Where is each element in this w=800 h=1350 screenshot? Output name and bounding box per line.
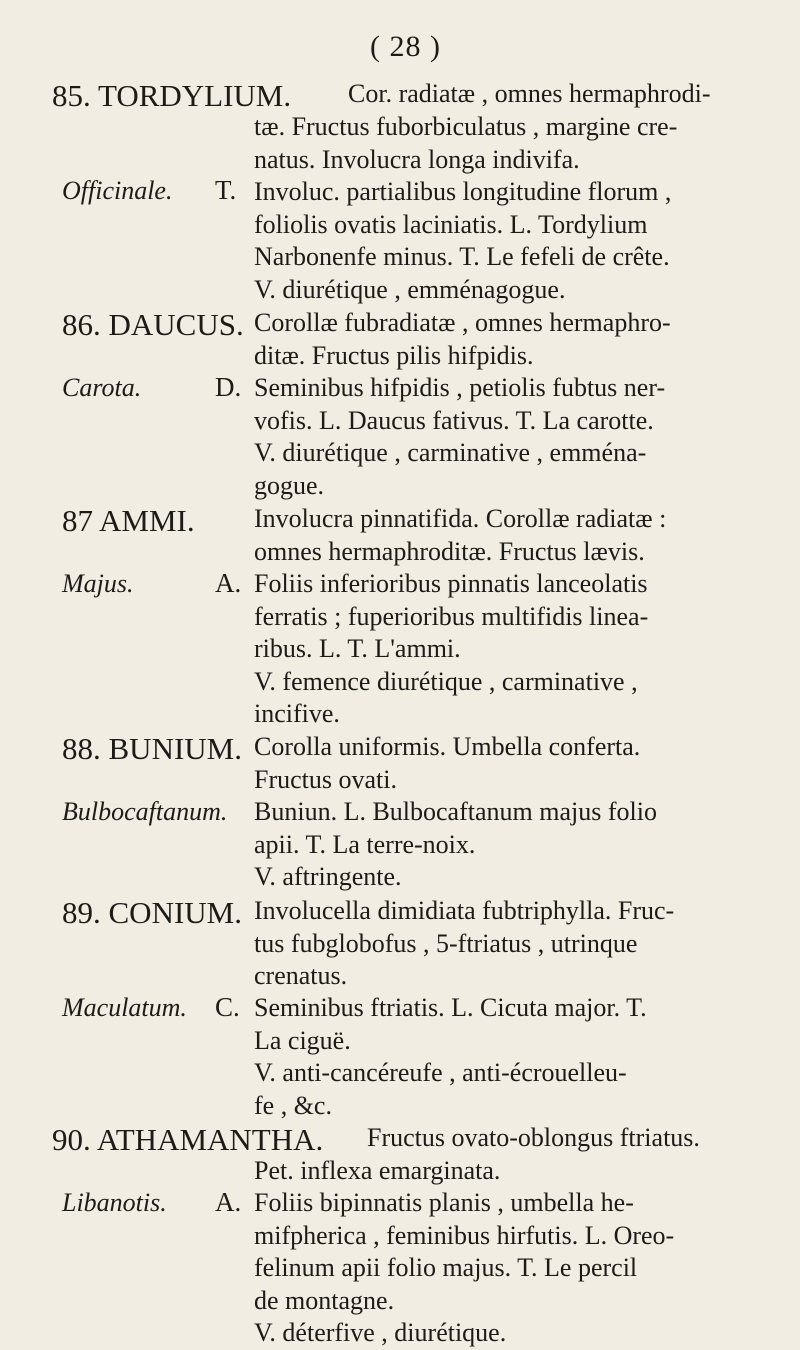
description-line: Corollæ fubradiatæ , omnes hermaphro-	[254, 308, 671, 337]
description-line: de montagne.	[254, 1285, 395, 1315]
description-line: Pet. inflexa emarginata.	[254, 1156, 501, 1185]
species-name: Majus.	[62, 569, 134, 598]
genus-heading: 88. BUNIUM.	[62, 731, 242, 766]
genus-heading: 90. ATHAMANTHA.	[52, 1122, 324, 1157]
species-description	[254, 1187, 784, 1350]
description-line: Involuc. partialibus longitudine florum ,	[254, 177, 672, 206]
species-description	[254, 992, 784, 1122]
description-line: Cor. radiatæ , omnes hermaphrodi-	[348, 79, 711, 108]
description-line: ribus. L. T. L'ammi.	[254, 634, 461, 663]
genus-description	[254, 731, 784, 796]
description-line: foliolis ovatis laciniatis. L. Tordylium	[254, 209, 648, 239]
species-name: Libanotis.	[62, 1188, 167, 1217]
species-grade: A.	[215, 568, 242, 598]
genus-description	[254, 895, 784, 993]
description-line: Narbonenfe minus. T. Le fefeli de crête.	[254, 242, 670, 271]
description-line: V. anti-cancéreufe , anti-écrouelleu-	[254, 1058, 627, 1087]
description-line: apii. T. La terre-noix.	[254, 829, 476, 859]
species-description	[254, 796, 784, 894]
description-line: Buniun. L. Bulbocaftanum majus folio	[254, 797, 657, 826]
description-line: ditæ. Fructus pilis hifpidis.	[254, 340, 534, 370]
description-line: mifpherica , feminibus hirfutis. L. Oreo-	[254, 1220, 675, 1250]
genus-heading: 86. DAUCUS.	[62, 307, 244, 342]
genus-description	[348, 78, 784, 111]
species-name: Maculatum.	[62, 993, 187, 1022]
description-line: tæ. Fructus fuborbiculatus , margine cre-	[254, 112, 678, 141]
description-line: Corolla uniformis. Umbella conferta.	[254, 732, 641, 761]
genus-heading: 89. CONIUM.	[62, 895, 242, 930]
species-grade: T.	[215, 175, 237, 205]
genus-description	[254, 503, 784, 568]
genus-description	[367, 1122, 784, 1155]
description-line: incifive.	[254, 699, 340, 728]
description-line: Fructus ovato-oblongus ftriatus.	[367, 1123, 700, 1152]
description-line: fe , &c.	[254, 1090, 332, 1120]
species-grade: A.	[215, 1187, 242, 1217]
description-line: V. aftringente.	[254, 862, 402, 891]
species-description	[254, 372, 784, 502]
description-line: Fructus ovati.	[254, 764, 397, 794]
description-line: natus. Involucra longa indivifa.	[254, 144, 580, 174]
species-name: Officinale.	[62, 176, 173, 205]
species-grade: D.	[215, 372, 242, 402]
genus-heading: 87 AMMI.	[62, 503, 195, 538]
genus-description	[254, 307, 784, 372]
description-line: V. déterfive , diurétique.	[254, 1318, 507, 1347]
description-line: V. femence diurétique , carminative ,	[254, 666, 638, 696]
description-line: Seminibus ftriatis. L. Cicuta major. T.	[254, 993, 647, 1022]
species-description	[254, 176, 784, 306]
description-line: omnes hermaphroditæ. Fructus lævis.	[254, 536, 645, 566]
description-line: La ciguë.	[254, 1025, 351, 1055]
description-line: tus fubglobofus , 5-ftriatus , utrinque	[254, 928, 638, 958]
species-name: Bulbocaftanum.	[62, 797, 228, 826]
description-line: Foliis inferioribus pinnatis lanceolatis	[254, 569, 648, 598]
description-line: Foliis bipinnatis planis , umbella he-	[254, 1188, 634, 1217]
description-line: V. diurétique , emménagogue.	[254, 274, 566, 304]
description-line: ferratis ; fuperioribus multifidis linea-	[254, 601, 649, 631]
description-line: Seminibus hifpidis , petiolis fubtus ner-	[254, 373, 666, 402]
species-grade: C.	[215, 992, 240, 1022]
genus-heading: 85. TORDYLIUM.	[52, 78, 292, 113]
description-line: Involucra pinnatifida. Corollæ radiatæ :	[254, 504, 667, 533]
species-description	[254, 568, 784, 731]
description-line: Involucella dimidiata fubtriphylla. Fruc-	[254, 896, 675, 925]
description-line: gogue.	[254, 470, 325, 500]
genus-description-cont	[254, 1155, 784, 1188]
description-line: vofis. L. Daucus fativus. T. La carotte.	[254, 405, 654, 435]
species-name: Carota.	[62, 373, 142, 402]
genus-description-cont	[254, 111, 784, 176]
page-number: ( 28 )	[370, 30, 441, 63]
description-line: crenatus.	[254, 961, 348, 990]
description-line: felinum apii folio majus. T. Le percil	[254, 1253, 638, 1282]
description-line: V. diurétique , carminative , emména-	[254, 438, 647, 467]
